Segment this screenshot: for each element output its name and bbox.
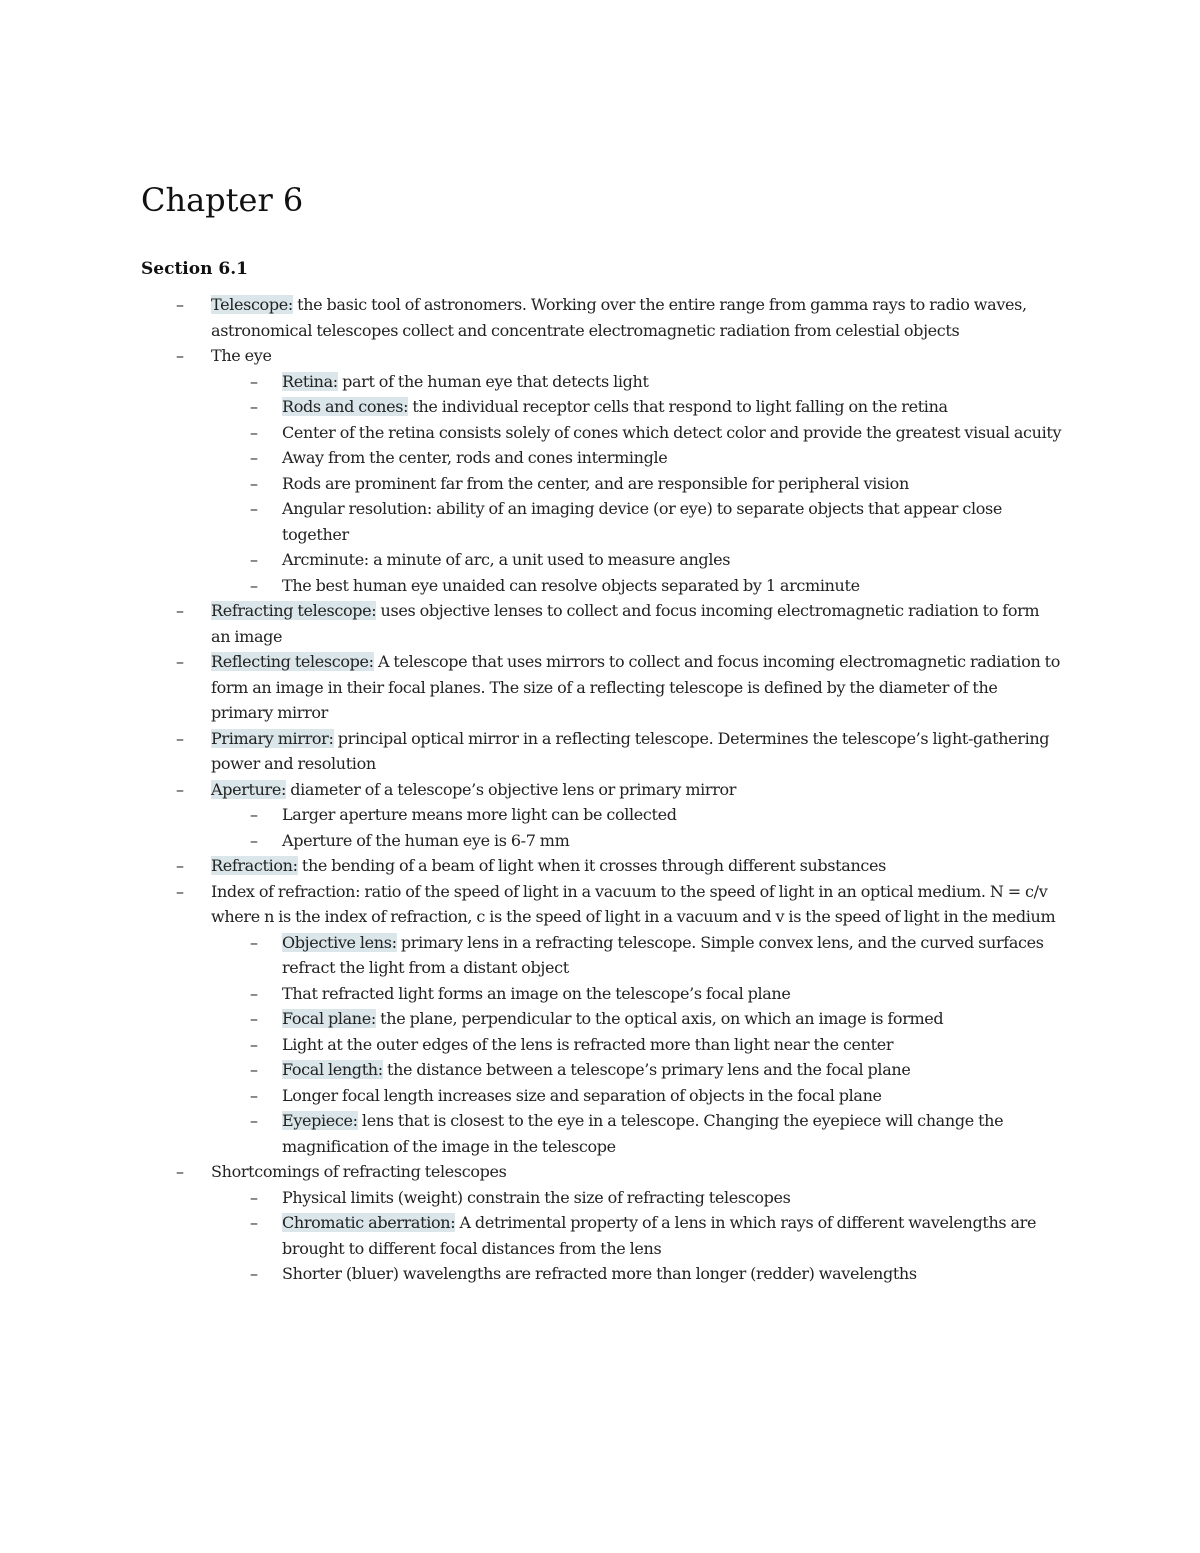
- item-text: Larger aperture means more light can be collected: [282, 805, 677, 824]
- highlighted-term: Primary mirror:: [211, 728, 334, 748]
- list-item: [0, 879, 1061, 930]
- item-text: lens that is closest to the eye in a telescope. Changing the eyepiece will change the magnification of the image in the telescope: [282, 1111, 1004, 1156]
- list-item: [0, 726, 1061, 777]
- bullet-dash: –: [250, 422, 258, 442]
- chapter-title: Chapter 6: [141, 181, 304, 219]
- item-text: Away from the center, rods and cones intermingle: [282, 448, 668, 467]
- bullet-dash: –: [250, 575, 258, 595]
- highlighted-term: Aperture:: [211, 779, 287, 799]
- sub-list-item: [0, 1108, 1062, 1159]
- highlighted-term: Refraction:: [211, 856, 298, 875]
- bullet-dash: –: [250, 1187, 258, 1207]
- highlighted-term: Chromatic aberration:: [282, 1213, 456, 1232]
- list-item: [0, 292, 1061, 343]
- highlighted-term: Objective lens:: [282, 932, 397, 952]
- item-text: primary lens in a refracting telescope. Simple convex lens, and the curved surfaces refract the light from a distant object: [282, 932, 1044, 977]
- bullet-dash: –: [176, 1162, 184, 1181]
- sub-list-item: [0, 420, 1062, 446]
- bullet-dash: –: [250, 397, 258, 416]
- item-text: part of the human eye that detects light: [337, 371, 649, 391]
- sub-list-item: [0, 471, 1062, 497]
- sub-list-item: [0, 930, 1062, 981]
- bullet-dash: –: [250, 830, 258, 850]
- sub-list-item: [0, 445, 1062, 471]
- list-item: [0, 777, 1061, 803]
- item-text: the basic tool of astronomers. Working over the entire range from gamma rays to radio waves, astronomical telescopes collect and concentrate electromagnetic radiation from celestial objects: [211, 295, 1027, 340]
- item-text: Angular resolution: ability of an imaging device (or eye) to separate objects that appear close together: [282, 499, 1002, 544]
- item-text: Shortcomings of refracting telescopes: [211, 1162, 507, 1181]
- bullet-dash: –: [250, 448, 258, 467]
- highlighted-term: Rods and cones:: [282, 397, 409, 416]
- sub-list-item: [0, 1006, 1062, 1032]
- sub-list-item: [0, 981, 1062, 1007]
- sub-list-item: [0, 1261, 1062, 1287]
- sub-list-item: [0, 369, 1062, 395]
- item-text: Light at the outer edges of the lens is refracted more than light near the center: [282, 1034, 894, 1054]
- bullet-dash: –: [176, 601, 184, 620]
- item-text: Center of the retina consists solely of cones which detect color and provide the greatest visual acuity: [282, 422, 1062, 442]
- highlighted-term: Focal length:: [282, 1060, 383, 1079]
- sub-list-item: [0, 547, 1062, 573]
- notes-list: [0, 292, 1200, 1287]
- sub-list-item: [0, 1210, 1062, 1261]
- bullet-dash: –: [250, 983, 258, 1003]
- bullet-dash: –: [250, 1264, 258, 1283]
- bullet-dash: –: [176, 881, 184, 901]
- item-text: A detrimental property of a lens in which rays of different wavelengths are brought to different focal distances from the lens: [282, 1213, 1037, 1258]
- highlighted-term: Refracting telescope:: [211, 601, 377, 620]
- item-text: Aperture of the human eye is 6-7 mm: [282, 830, 570, 850]
- item-text: Shorter (bluer) wavelengths are refracted more than longer (redder) wavelengths: [282, 1264, 917, 1283]
- item-text: A telescope that uses mirrors to collect and focus incoming electromagnetic radiation to form an image in their focal planes. The size of a reflecting telescope is defined by the diameter of the primary mirror: [211, 652, 1061, 722]
- list-item: [0, 598, 1061, 649]
- bullet-dash: –: [250, 550, 258, 569]
- sub-list-item: [0, 496, 1062, 547]
- item-text: Physical limits (weight) constrain the size of refracting telescopes: [282, 1187, 791, 1207]
- sub-list-item: [0, 394, 1062, 420]
- bullet-dash: –: [176, 856, 184, 875]
- list-item: [0, 1159, 1061, 1185]
- sub-list-item: [0, 1057, 1062, 1083]
- highlighted-term: Retina:: [282, 371, 338, 391]
- highlighted-term: Reflecting telescope:: [211, 652, 374, 671]
- highlighted-term: Telescope:: [211, 295, 293, 314]
- item-text: Rods are prominent far from the center, and are responsible for peripheral vision: [282, 473, 909, 493]
- sub-list-item: [0, 802, 1062, 828]
- item-text: the bending of a beam of light when it crosses through different substances: [297, 856, 886, 875]
- bullet-dash: –: [250, 499, 258, 518]
- item-text: the individual receptor cells that respond to light falling on the retina: [408, 397, 948, 416]
- item-text: Index of refraction: ratio of the speed of light in a vacuum to the speed of light in an optical medium. N = c/v where n is the index of refraction, c is the speed of light in a vacuum and v is the speed of light in the medium: [211, 881, 1056, 926]
- bullet-dash: –: [250, 932, 258, 952]
- item-text: uses objective lenses to collect and focus incoming electromagnetic radiation to form an image: [211, 601, 1040, 646]
- list-item: [0, 343, 1061, 369]
- bullet-dash: –: [250, 473, 258, 493]
- bullet-dash: –: [250, 1111, 258, 1130]
- bullet-dash: –: [250, 805, 258, 824]
- sub-list-item: [0, 828, 1062, 854]
- sub-list-item: [0, 1185, 1062, 1211]
- highlighted-term: Focal plane:: [282, 1009, 376, 1028]
- section-heading: Section 6.1: [141, 259, 248, 279]
- highlighted-term: Eyepiece:: [282, 1111, 358, 1130]
- bullet-dash: –: [250, 1085, 258, 1105]
- item-text: Arcminute: a minute of arc, a unit used to measure angles: [282, 550, 731, 569]
- sub-list-item: [0, 1083, 1062, 1109]
- bullet-dash: –: [250, 1034, 258, 1054]
- sub-list-item: [0, 1032, 1062, 1058]
- item-text: the distance between a telescope’s primary lens and the focal plane: [382, 1060, 911, 1079]
- item-text: the plane, perpendicular to the optical axis, on which an image is formed: [375, 1009, 944, 1028]
- bullet-dash: –: [176, 346, 184, 365]
- bullet-dash: –: [250, 1009, 258, 1028]
- bullet-dash: –: [250, 1213, 258, 1232]
- bullet-dash: –: [250, 371, 258, 391]
- item-text: diameter of a telescope’s objective lens or primary mirror: [286, 779, 737, 799]
- item-text: principal optical mirror in a reflecting telescope. Determines the telescope’s light-gathering power and resolution: [211, 728, 1050, 773]
- item-text: Longer focal length increases size and separation of objects in the focal plane: [282, 1085, 882, 1105]
- bullet-dash: –: [176, 295, 184, 314]
- bullet-dash: –: [176, 728, 184, 748]
- item-text: That refracted light forms an image on the telescope’s focal plane: [282, 983, 791, 1003]
- list-item: [0, 649, 1061, 726]
- bullet-dash: –: [250, 1060, 258, 1079]
- item-text: The best human eye unaided can resolve objects separated by 1 arcminute: [282, 575, 860, 595]
- list-item: [0, 853, 1061, 879]
- bullet-dash: –: [176, 779, 184, 799]
- sub-list-item: [0, 573, 1062, 599]
- item-text: The eye: [211, 346, 272, 365]
- bullet-dash: –: [176, 652, 184, 671]
